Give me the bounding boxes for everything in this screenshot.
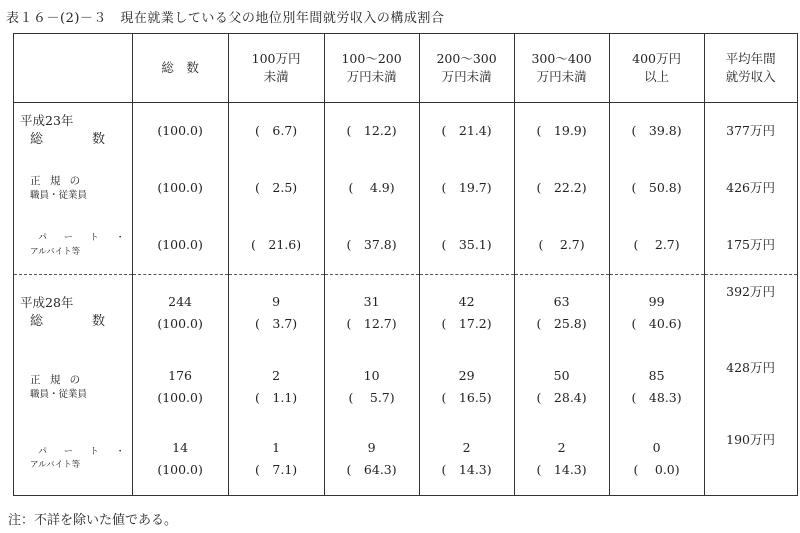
cell: 428万円 xyxy=(704,351,797,423)
cell: 99 ( 40.6) xyxy=(609,275,704,352)
income-table xyxy=(13,33,798,496)
cell: ( 4.9) xyxy=(324,160,419,217)
cell: (100.0) xyxy=(132,103,228,161)
cell: 14 (100.0) xyxy=(132,423,228,496)
cell: 244 (100.0) xyxy=(132,275,228,352)
table-row xyxy=(14,275,798,352)
table-title: 表１６－(2)－３ 現在就業している父の地位別年間就労収入の構成割合 xyxy=(6,11,445,26)
cell: 2 ( 14.3) xyxy=(514,423,609,496)
cell: 176 (100.0) xyxy=(132,351,228,423)
header-200-300: 200～300 万円未満 xyxy=(419,34,514,103)
cell: ( 50.8) xyxy=(609,160,704,217)
row-label-h28-regular: 正 規 の 職員・従業員 xyxy=(14,351,133,423)
cell: 392万円 xyxy=(704,275,797,352)
cell: (100.0) xyxy=(132,160,228,217)
cell: 31 ( 12.7) xyxy=(324,275,419,352)
cell: 10 ( 5.7) xyxy=(324,351,419,423)
header-300-400: 300～400 万円未満 xyxy=(514,34,609,103)
cell: ( 19.7) xyxy=(419,160,514,217)
table-row xyxy=(14,160,798,217)
cell: ( 6.7) xyxy=(228,103,324,161)
cell: 9 ( 3.7) xyxy=(228,275,324,352)
row-label-h28-total: 平成28年 総 数 xyxy=(14,275,133,352)
header-over-400: 400万円 以上 xyxy=(609,34,704,103)
cell: ( 2.5) xyxy=(228,160,324,217)
cell: 50 ( 28.4) xyxy=(514,351,609,423)
cell: 175万円 xyxy=(704,217,797,275)
table-row xyxy=(14,103,798,161)
cell: 0 ( 0.0) xyxy=(609,423,704,496)
cell: 29 ( 16.5) xyxy=(419,351,514,423)
header-under-100: 100万円 未満 xyxy=(228,34,324,103)
header-corner xyxy=(14,34,133,103)
cell: ( 37.8) xyxy=(324,217,419,275)
cell: 42 ( 17.2) xyxy=(419,275,514,352)
table-row xyxy=(14,217,798,275)
cell: ( 21.4) xyxy=(419,103,514,161)
header-row xyxy=(14,34,798,103)
row-label-h28-part: パ ー ト ・ アルバイト等 xyxy=(14,423,133,496)
cell: ( 39.8) xyxy=(609,103,704,161)
table-row xyxy=(14,351,798,423)
row-label-h23-part: パ ー ト ・ アルバイト等 xyxy=(14,217,133,275)
row-label-h23-total: 平成23年 総 数 xyxy=(14,103,133,161)
header-average: 平均年間 就労収入 xyxy=(704,34,797,103)
cell: 2 ( 14.3) xyxy=(419,423,514,496)
cell: ( 19.9) xyxy=(514,103,609,161)
cell: 1 ( 7.1) xyxy=(228,423,324,496)
cell: ( 35.1) xyxy=(419,217,514,275)
row-label-h23-regular: 正 規 の 職員・従業員 xyxy=(14,160,133,217)
table-row xyxy=(14,423,798,496)
cell: 85 ( 48.3) xyxy=(609,351,704,423)
cell: ( 12.2) xyxy=(324,103,419,161)
cell: (100.0) xyxy=(132,217,228,275)
cell: 190万円 xyxy=(704,423,797,496)
footnote: 注：不詳を除いた値である。 xyxy=(8,513,178,528)
cell: 426万円 xyxy=(704,160,797,217)
cell: ( 21.6) xyxy=(228,217,324,275)
cell: 377万円 xyxy=(704,103,797,161)
header-total: 総 数 xyxy=(132,34,228,103)
cell: ( 2.7) xyxy=(609,217,704,275)
cell: 63 ( 25.8) xyxy=(514,275,609,352)
cell: ( 2.7) xyxy=(514,217,609,275)
cell: 2 ( 1.1) xyxy=(228,351,324,423)
header-100-200: 100～200 万円未満 xyxy=(324,34,419,103)
cell: 9 ( 64.3) xyxy=(324,423,419,496)
cell: ( 22.2) xyxy=(514,160,609,217)
